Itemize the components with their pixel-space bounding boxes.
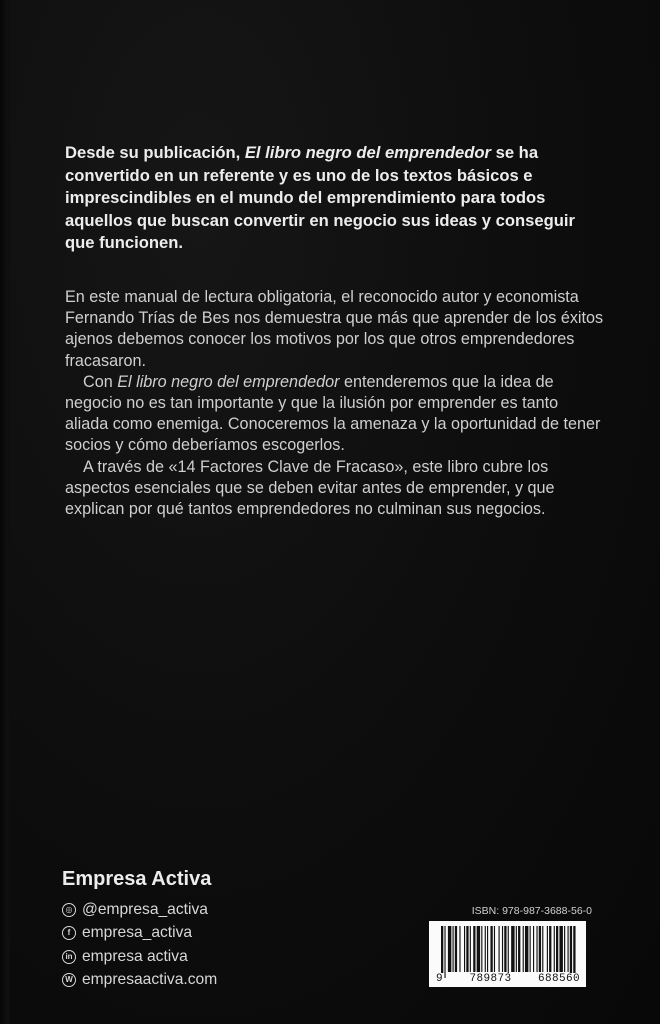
barcode-bar: [504, 926, 506, 972]
book-blurb: [65, 142, 585, 255]
barcode-bar: [556, 926, 558, 972]
social-instagram-label: @empresa_activa: [82, 900, 208, 918]
barcode-digits-right: 688560: [537, 973, 580, 985]
barcode-digit-first: 9: [436, 973, 444, 985]
barcode-bar: [523, 926, 524, 972]
web-icon: W: [62, 973, 76, 987]
barcode-digits: [435, 973, 581, 985]
barcode-bar: [511, 926, 514, 972]
facebook-icon: f: [62, 926, 76, 940]
linkedin-icon: in: [62, 950, 76, 964]
barcode-bar: [455, 926, 457, 972]
social-linkedin-label: empresa activa: [82, 947, 188, 965]
barcode-bar: [441, 926, 443, 978]
barcode-bar: [559, 926, 562, 972]
barcode: [429, 921, 586, 987]
barcode-bar: [570, 926, 572, 978]
barcode-bar: [448, 926, 451, 972]
barcode-bar: [530, 926, 531, 972]
barcode-bar: [508, 926, 509, 978]
paragraph-2-start: Con: [83, 372, 118, 391]
barcode-bar: [518, 926, 520, 972]
barcode-bar: [539, 926, 541, 972]
barcode-digits-left: 789873: [469, 973, 512, 985]
blurb-text-end: se ha convertido en un referente y es uno de los textos básicos e imprescindibles en el mundo del emprendimiento para todos aquellos que buscan convertir en negocio sus ideas y conseguir que funcionen.: [65, 143, 575, 252]
barcode-bar: [499, 926, 500, 972]
barcode-bar: [487, 926, 488, 972]
book-spine-edge: [0, 0, 10, 1024]
isbn-label: ISBN: 978-987-3688-56-0: [471, 905, 592, 917]
blurb-text-start: Desde su publicación,: [65, 143, 245, 162]
barcode-bar: [536, 926, 537, 972]
barcode-bar: [547, 926, 548, 972]
blurb-book-title: El libro negro del emprendedor: [244, 143, 491, 162]
barcode-bar: [573, 926, 575, 978]
paragraph-2-book-title: El libro negro del emprendedor: [117, 372, 340, 391]
barcode-bar: [453, 926, 454, 972]
social-web: [62, 969, 217, 993]
barcode-bar: [485, 926, 486, 972]
barcode-bar: [516, 926, 517, 972]
barcode-bar: [464, 926, 465, 972]
barcode-bar: [459, 926, 460, 972]
barcode-bar: [490, 926, 492, 972]
barcode-bar: [549, 926, 551, 972]
social-linkedin: [62, 945, 217, 969]
social-facebook-label: empresa_activa: [82, 924, 193, 942]
description-paragraph-1: En este manual de lectura obligatoria, el reconocido autor y economista Fernando Trías de Bes nos demuestra que más que aprender de los éxitos ajenos debemos conocer los motivos por los que otros emprendedores fracasaron.: [65, 288, 604, 370]
barcode-bar: [466, 926, 468, 972]
social-web-label: empresaactiva.com: [82, 971, 218, 989]
barcode-bar: [554, 926, 555, 972]
barcode-bar: [470, 926, 471, 972]
barcode-bar: [525, 926, 528, 972]
barcode-bar: [502, 926, 503, 972]
instagram-icon: ◎: [62, 903, 76, 917]
barcode-bar: [494, 926, 495, 972]
barcode-bar: [568, 926, 569, 972]
book-description: [65, 287, 605, 520]
barcode-bar: [444, 926, 445, 978]
barcode-bar: [477, 926, 480, 972]
barcode-bar: [473, 926, 475, 972]
publisher-social-links: [62, 898, 217, 992]
barcode-bar: [481, 926, 482, 972]
publisher-name: Empresa Activa: [62, 868, 212, 890]
paragraph-2-end: entenderemos que la idea de negocio no es tan importante y que la ilusión por emprender es tanto aliada como enemiga. Conoceremos la amenaza y la oportunidad de tener socios y cómo deberíamos escogerlos.: [65, 372, 601, 455]
description-paragraph-3: A través de «14 Factores Clave de Fracaso», este libro cubre los aspectos esenciales que se deben evitar antes de emprender, y que explican por qué tantos emprendedores no culminan sus negocios.: [65, 457, 555, 519]
social-instagram: [62, 898, 217, 922]
barcode-bar: [533, 926, 534, 972]
description-paragraph-2: [65, 372, 605, 457]
barcode-bar: [564, 926, 565, 972]
social-facebook: [62, 922, 217, 946]
barcode-bar: [542, 926, 543, 972]
